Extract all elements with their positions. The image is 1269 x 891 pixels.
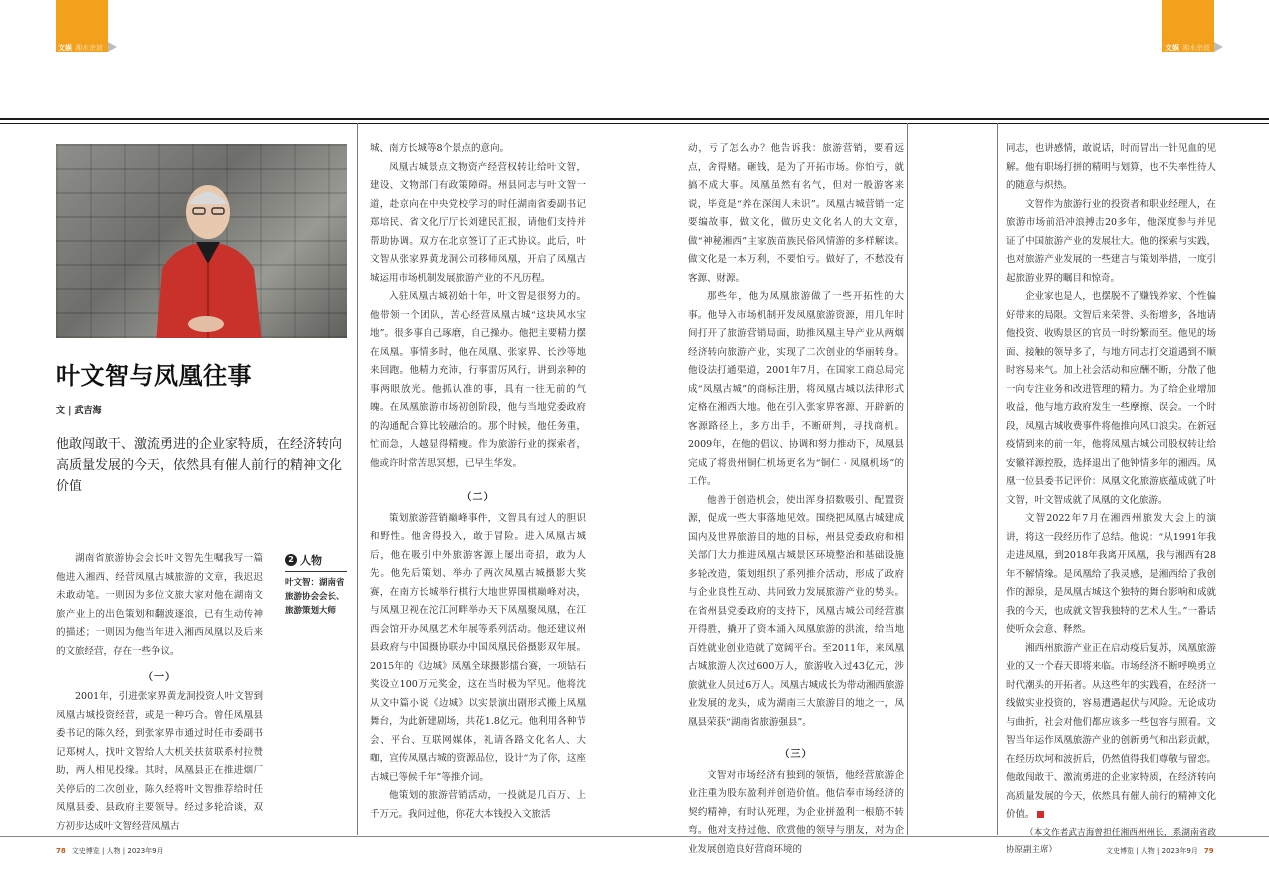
- paragraph: 文智2022年7月在湘西州旅发大会上的演讲，将这一段经历作了总结。他说：“从1991年我走进凤凰，到2018年我离开凤凰，我与湘西有28年不解情缘。是凤凰给了我灵感，是湘西给了我创作的源泉，是凤凰古城这个独特的舞台影响和成就我的今天，也成就文智我独特的艺术人生。”一番话使听众会意、释然。: [1006, 513, 1216, 635]
- right-section-tag: [1165, 43, 1210, 53]
- people-box-heading: [285, 552, 347, 572]
- right-footer: [1106, 846, 1214, 856]
- byline: 文 | 武吉海: [56, 406, 102, 416]
- people-box-desc: 叶文智：湖南省旅游协会会长、旅游策划大师: [285, 578, 345, 616]
- column-divider: [357, 123, 358, 835]
- paragraph: 文智作为旅游行业的投资者和职业经理人，在旅游市场前沿冲浪搏击20多年，他深度参与并见证了中国旅游产业的发展壮大。他的探索与实践，也对旅游产业发展的一些建言与策划举措，一度引起旅游业界的瞩目和惊奇。: [1006, 198, 1216, 284]
- closing-text: 湘西州旅游产业正在启动疫后复苏，凤凰旅游业的又一个春天即将来临。市场经济不断呼唤勇立时代潮头的开拓者。从这些年的实践看，在经济一线做实业投资的，容易遭遇起伏与风险。无论成功与曲折，社会对他们都应该多一些包容与照看。文智当年运作凤凰旅游产业的创新勇气和出彩贡献，在经历坎坷和波折后，仍然值得我们尊敬与留恋。他敢闯敢干、激流勇进的企业家特质，在经济转向高质量发展的今天，依然具有催人前行的精神文化价值。: [1006, 642, 1216, 820]
- paragraph: 企业家也是人，也摆脱不了赚钱养家、个性偏好带来的局限。文智后来荣誉、头衔增多，各地请他投资、收购景区的官员一时纷繁而至。他见的场面、接触的领导多了，与地方同志打交道遇到不顺时容易来气。加上社会活动和应酬不断，分散了他一向专注业务和改进管理的精力。为了给企业增加收益，他与地方政府发生一些摩擦、误会。一个时段，凤凰古城收费事件将他推向风口浪尖。在新冠疫情到来的前一年，他将凤凰古城公司股权转让给安徽祥源控股，选择退出了他钟情多年的湘西。凤凰一位县委书记评价：凤凰文化旅游底蕴成就了叶文智，叶文智成就了凤凰的文化旅游。: [1006, 291, 1216, 506]
- section-label: 文娱: [1165, 44, 1179, 52]
- paragraph: 他策划的旅游营销活动，一投就是几百万、上千万元。我问过他，你花大本钱投入文旅活: [370, 790, 586, 820]
- section-one-paragraph: 2001年，引进张家界黄龙洞投资人叶文智到凤凰古城投资经营，或是一种巧合。曾任凤凰县委书记的陈久经，到张家界市通过时任市委副书记郑树人，找叶文智给人大机关扶贫联系村拉赞助，两人相见投缘。其时，凤凰县正在推进烟厂关停后的二次创业，陈久经将叶文智推荐给时任凤凰县委、县政府主要领导。经过多轮洽谈，双方初步达成叶文智经营凤凰古: [56, 691, 263, 832]
- text-column-4: [1006, 140, 1216, 859]
- paragraph: 城、南方长城等8个景点的意向。: [370, 143, 510, 154]
- paragraph: 策划旅游营销巅峰事件，文智具有过人的胆识和野性。他舍得投入，敢于冒险。进入凤凰古城后，他在吸引中外旅游客源上屡出奇招，敢为人先。他先后策划、举办了两次凤凰古城摄影大奖赛，在南方长城举行棋行大地世界围棋巅峰对决，与凤凰卫视在沱江河畔举办天下凤凰聚凤凰，在江西会馆开办凤凰艺术年展等系列活动。他还建议州县政府与中国摄协联办中国凤凰民俗摄影双年展。2015年的《边城》凤凰全球摄影擂台赛，一项钻石奖设立100万元奖金，这在当时极为罕见。他将沈从文中篇小说《边城》以实景演出剧形式搬上凤凰舞台，为此新建剧场，共花1.8亿元。他利用各种节会、平台、互联网媒体，礼请各路文化名人、大咖，宣传凤凰古城的资源品位，设计“为了你，这座古城已等候千年”等推介词。: [370, 512, 586, 783]
- people-heading-label: 人物: [300, 554, 322, 567]
- subsection-label: 湘水余波: [1182, 44, 1210, 52]
- section-heading-three: （三）: [779, 749, 813, 760]
- paragraph: 入驻凤凰古城初始十年，叶文智是很努力的。他带领一个团队，苦心经营凤凰古城“这块风水宝地”。很多事自己琢磨，自己操办。他把主要精力摆在凤凰。事情多时，他在凤凰、张家界、长沙等地来回跑。他精力充沛，行事雷厉风行，讲到亲种的事两眼放光。他抓认准的事，具有一往无前的气魄。在凤凰旅游市场初创阶段，他与当地党委政府的沟通配合算比较融洽的。那个时候，他任务重，忙而急，人越显得精瘦。作为旅游行业的探索者，他或许时常苦思冥想，已早生华发。: [370, 291, 586, 469]
- left-footer-info: 文史博览 | 人物 | 2023年9月: [71, 847, 164, 855]
- people-box: [285, 552, 347, 618]
- right-page-number: 79: [1203, 847, 1214, 855]
- author-note: （本文作者武吉海曾担任湘西州州长，系湖南省政协原副主席）: [1006, 827, 1216, 855]
- top-rule-thick: [0, 118, 1269, 120]
- end-mark-icon: [1037, 811, 1044, 818]
- column-divider: [997, 123, 998, 835]
- left-footer: [56, 846, 164, 856]
- right-footer-info: 文史博览 | 人物 | 2023年9月: [1106, 847, 1198, 855]
- top-rule-thin: [0, 123, 1269, 124]
- paragraph: 凤凰古城景点文物资产经营权转让给叶文智，建设、文物部门有政策障碍。州县同志与叶文智一道，赴京向在中央党校学习的时任湖南省委副书记郑培民、省文化厅厅长刘建民汇报，请他们支持并帮助协调。双方在北京签订了正式协议。此后，叶文智从张家界黄龙洞公司移师凤凰，开启了凤凰古城运用市场机制发展旅游产业的不凡历程。: [370, 161, 586, 284]
- paragraph: 文智对市场经济有独到的领悟，他经营旅游企业注重为股东盈利并创造价值。他信奉市场经济的契约精神，有时认死理，为企业拼盈利一根筋不转弯。他对支持过他、欣赏他的领导与朋友，对为企业发展创造良好营商环境的: [688, 769, 904, 855]
- section-heading-two: （二）: [461, 492, 495, 503]
- subsection-label: 湘水余波: [75, 44, 103, 52]
- paragraph: 同志，也讲感情，敢说话，时而冒出一针见血的见解。他有职场打拼的精明与划算，也不失率性待人的随意与炽热。: [1006, 143, 1216, 191]
- paragraph: [1006, 640, 1216, 825]
- people-number-icon: 2: [285, 554, 297, 566]
- portrait-figure: [136, 164, 286, 338]
- article-title: 叶文智与凤凰往事: [56, 362, 252, 390]
- paragraph: 那些年，他为凤凰旅游做了一些开拓性的大事。他导入市场机制开发凤凰旅游资源，用几年时间打开了旅游营销局面，助推凤凰主导产业从两烟经济转向旅游产业，实现了二次创业的华丽转身。他设法打通渠道，2001年7月，在国家工商总局完成“凤凰古城”的商标注册，将凤凰古城以法律形式定格在湘西大地。他在引入张家界客源、开辟新的客源路径上，多方出手，不断研判，寻找商机。2009年，在他的倡议、协调和努力推动下，凤凰县完成了将贵州铜仁机场更名为“铜仁 · 凤凰机场”的工作。: [688, 291, 904, 487]
- left-tab-arrow-icon: [108, 42, 117, 52]
- article-lead: 他敢闯敢干、激流勇进的企业家特质，在经济转向高质量发展的今天，依然具有催人前行的精神文化价值: [56, 437, 343, 494]
- section-heading-one: （一）: [143, 672, 176, 683]
- section-label: 文娱: [58, 44, 72, 52]
- text-column-2: [370, 140, 586, 824]
- left-page-number: 78: [56, 847, 66, 855]
- intro-paragraph: 湖南省旅游协会会长叶文智先生嘱我写一篇他进入湘西、经营凤凰古城旅游的文章，我迟迟未敢动笔。一则因为多位文旅大家对他在湖南文旅产业上的出色策划和翻波逐浪，已有生动传神的描述；一则因为他当年进入湘西凤凰以及后来的文旅经营，存在一些争议。: [56, 553, 263, 657]
- column-divider: [907, 123, 908, 835]
- right-tab-arrow-icon: [1214, 42, 1223, 52]
- portrait-photo: [56, 144, 347, 338]
- paragraph: 他善于创造机会，使出浑身招数吸引、配置资源，促成一些大事落地见效。围绕把凤凰古城建成国内及世界旅游目的地的目标，州县党委政府和相关部门大力推进凤凰古城景区环境整治和基础设施多轮改造，策划组织了系列推介活动，形成了政府与企业良性互动、共同致力发展旅游产业的势头。在省州县党委政府的支持下，凤凰古城公司经营旗开得胜，撬开了资本涌入凤凰旅游的洪流，给当地百姓就业创业造就了宽阔平台。至2011年，来凤凰古城旅游人次过600万人，旅游收入过43亿元，涉旅就业人员过6万人。凤凰古城成长为带动湘西旅游业发展的龙头，成为湖南三大旅游目的地之一，凤凰县荣获“湖南省旅游强县”。: [688, 494, 904, 728]
- paragraph: 动，亏了怎么办？他告诉我：旅游营销，要看远点，舍得赌。砸钱，是为了开拓市场。你怕亏，就搞不成大事。凤凰虽然有名气，但对一般游客来说，毕竟是“养在深闺人未识”。凤凰古城营销一定要编故事，做文化，做历史文化名人的大文章，做“神秘湘西”主家族苗族民俗风情游的多样解读。做文化是一本万利，不要怕亏。做好了，不愁没有客源、财源。: [688, 143, 904, 284]
- text-column-3: [688, 140, 904, 859]
- left-section-tag: [58, 43, 103, 53]
